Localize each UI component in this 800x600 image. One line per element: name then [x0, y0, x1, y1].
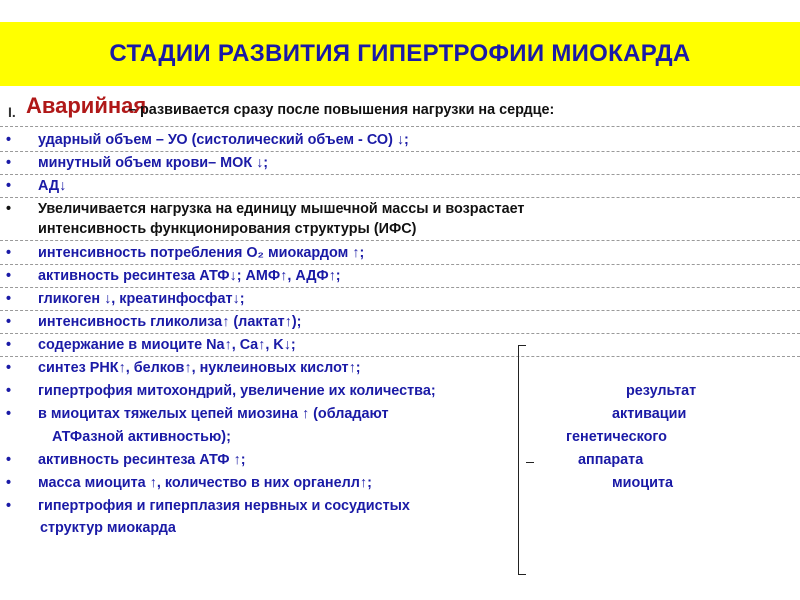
bullet-icon: • [6, 475, 12, 491]
divider [0, 356, 800, 357]
list-item-text: гликоген ↓, креатинфосфат↓; [38, 291, 245, 307]
bracket-spine [518, 345, 519, 575]
divider [0, 333, 800, 334]
list-item-text: активность ресинтеза АТФ↓; АМФ↑, АДФ↑; [38, 268, 341, 284]
page-title: СТАДИИ РАЗВИТИЯ ГИПЕРТРОФИИ МИОКАРДА [109, 40, 691, 67]
bullet-icon: • [6, 498, 12, 514]
list-item-text: в миоцитах тяжелых цепей миозина ↑ (обладают [38, 406, 389, 422]
list-item-text: минутный объем крови– МОК ↓; [38, 155, 269, 171]
bullet-icon: • [6, 178, 12, 194]
divider [0, 174, 800, 175]
divider [0, 240, 800, 241]
bullet-icon: • [6, 406, 12, 422]
bracket-bottom [518, 574, 526, 575]
list-item-text: гипертрофия и гиперплазия нервных и сосудистых [38, 498, 410, 514]
bullet-icon: • [6, 155, 12, 171]
title-bar [0, 22, 800, 86]
divider [0, 126, 800, 127]
bullet-icon: • [6, 314, 12, 330]
divider [0, 310, 800, 311]
bullet-icon: • [6, 360, 12, 376]
side-note-line: результат [626, 383, 697, 399]
bullet-icon: • [6, 201, 12, 217]
bullet-icon: • [6, 268, 12, 284]
divider [0, 151, 800, 152]
content-area [0, 92, 800, 600]
stage-name: Аварийная [26, 93, 147, 118]
stage-description: – развивается сразу после повышения нагрузки на сердце: [128, 102, 555, 118]
list-item-text: синтез РНК↑, белков↑, нуклеиновых кислот↑; [38, 360, 361, 376]
bullet-icon: • [6, 337, 12, 353]
bullet-icon: • [6, 291, 12, 307]
bracket-top [518, 345, 526, 346]
list-item-text: гипертрофия митохондрий, увеличение их количества; [38, 383, 436, 399]
bullet-icon: • [6, 383, 12, 399]
list-item-text: активность ресинтеза АТФ ↑; [38, 452, 246, 468]
list-item-text: интенсивность функционирования структуры (ИФС) [38, 221, 417, 237]
list-item-text: содержание в миоците Na↑, Ca↑, K↓; [38, 337, 296, 353]
divider [0, 287, 800, 288]
stage-number: I. [8, 104, 16, 120]
list-item-text: интенсивность гликолиза↑ (лактат↑); [38, 314, 302, 330]
list-item-text: структур миокарда [40, 520, 176, 536]
list-item-text: Увеличивается нагрузка на единицу мышечной массы и возрастает [38, 201, 525, 217]
list-item-text: АД↓ [38, 178, 67, 194]
list-item-text: интенсивность потребления О₂ миокардом ↑; [38, 245, 365, 261]
divider [0, 264, 800, 265]
list-item-text: ударный объем – УО (систолический объем - СО) ↓; [38, 132, 409, 148]
bullet-icon: • [6, 245, 12, 261]
side-note-line: миоцита [612, 475, 674, 491]
side-note-line: аппарата [578, 452, 644, 468]
bracket-tick [526, 462, 534, 463]
side-note-line: генетического [566, 429, 667, 445]
list-item-text: АТФазной активностью); [52, 429, 231, 445]
divider [0, 197, 800, 198]
bullet-icon: • [6, 452, 12, 468]
side-note-line: активации [612, 406, 687, 422]
bullet-icon: • [6, 132, 12, 148]
stage-heading [0, 93, 800, 126]
list-item-text: масса миоцита ↑, количество в них органелл↑; [38, 475, 372, 491]
